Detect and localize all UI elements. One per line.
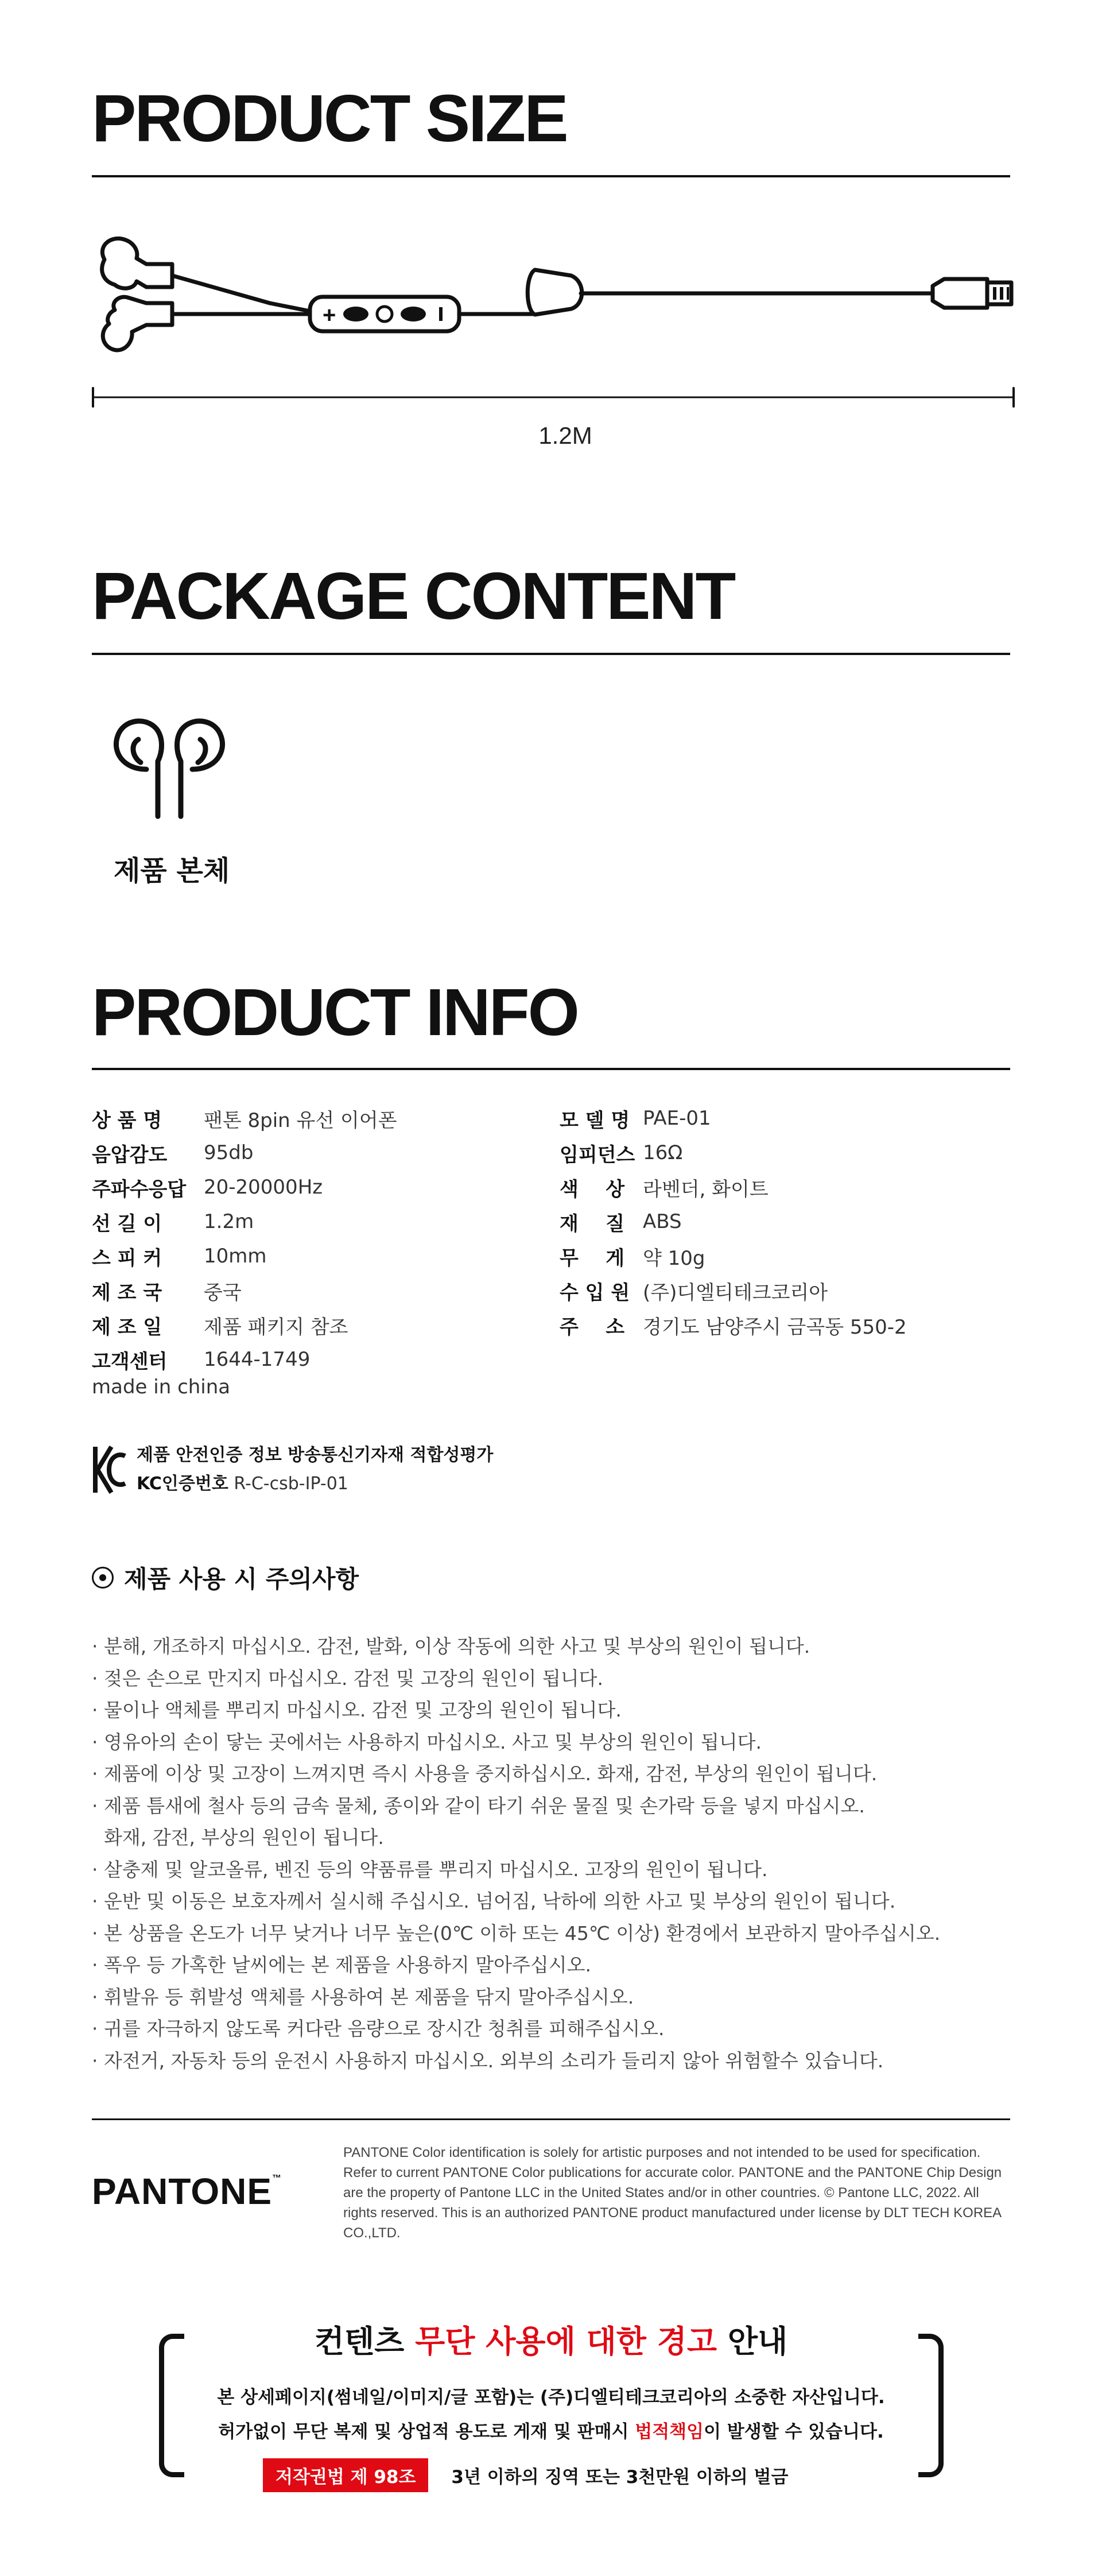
info-label: 선 길 이 bbox=[92, 1212, 162, 1235]
info-value: 중국 bbox=[204, 1281, 242, 1304]
info-row bbox=[92, 1101, 397, 1136]
info-label: 무 게 bbox=[560, 1246, 625, 1270]
info-row bbox=[92, 1136, 397, 1170]
info-value: 팬톤 8pin 유선 이어폰 bbox=[204, 1109, 397, 1132]
warning-line-2-pre: 허가없이 무단 복제 및 상업적 용도로 게재 및 판매시 bbox=[218, 2422, 635, 2442]
target-icon bbox=[92, 1567, 114, 1589]
caution-line: · 폭우 등 가혹한 날씨에는 본 제품을 사용하지 말아주십시오. bbox=[92, 1954, 591, 1976]
cable-splitter bbox=[527, 270, 582, 315]
warning-line-1: 본 상세페이지(썸네일/이미지/글 포함)는 (주)디엘티테크코리아의 소중한 자산입니다. bbox=[217, 2387, 885, 2408]
caution-line: · 분해, 개조하지 마십시오. 감전, 발화, 이상 작동에 의한 사고 및 부상의 원인이 됩니다. bbox=[92, 1635, 810, 1657]
product-info-title: PRODUCT INFO bbox=[92, 975, 578, 1049]
cable-length-label: 1.2M bbox=[538, 422, 592, 449]
info-value: 10mm bbox=[204, 1245, 267, 1268]
trademark-symbol: ™ bbox=[272, 2174, 282, 2183]
made-in-label: made in china bbox=[92, 1376, 231, 1399]
info-row bbox=[92, 1239, 397, 1273]
info-value: 제품 패키지 참조 bbox=[204, 1315, 348, 1339]
info-label: 색 상 bbox=[560, 1177, 625, 1201]
divider bbox=[92, 1068, 1010, 1070]
info-value: 1644-1749 bbox=[204, 1348, 311, 1371]
info-value: 라벤더, 화이트 bbox=[643, 1177, 769, 1201]
info-label: 임피던스 bbox=[560, 1143, 635, 1167]
caution-line: · 영유아의 손이 닿는 곳에서는 사용하지 마십시오. 사고 및 부상의 원인이 됩니다. bbox=[92, 1730, 762, 1753]
info-value: ABS bbox=[643, 1210, 682, 1233]
kc-mark-icon bbox=[92, 1444, 127, 1495]
info-label: 제 조 국 bbox=[92, 1281, 162, 1304]
info-value: (주)디엘티테크코리아 bbox=[643, 1281, 828, 1304]
info-row bbox=[560, 1170, 907, 1204]
info-label: 제 조 일 bbox=[92, 1315, 162, 1339]
warning-line-2-post: 이 발생할 수 있습니다. bbox=[704, 2422, 884, 2442]
info-value: 16Ω bbox=[643, 1141, 683, 1164]
caution-heading bbox=[92, 1560, 359, 1595]
info-value: 1.2m bbox=[204, 1210, 254, 1233]
info-row bbox=[560, 1136, 907, 1170]
copyright-law-notice bbox=[263, 2458, 788, 2492]
kc-number: R-C-csb-IP-01 bbox=[234, 1474, 348, 1494]
caution-line: 화재, 감전, 부상의 원인이 됩니다. bbox=[92, 1826, 384, 1849]
earbud-upper-icon bbox=[102, 238, 172, 288]
caution-line: · 귀를 자극하지 않도록 커다란 음량으로 장시간 청취를 피해주십시오. bbox=[92, 2017, 665, 2040]
pantone-logo-text: PANTONE bbox=[92, 2171, 272, 2212]
pantone-disclaimer: PANTONE Color identification is solely for artistic purposes and not intended to be used for specification. Refer to current PANTONE Color publications for accurate color. PANTONE and the PANTONE Chip Design are the property of Pantone LLC in the United States and/or in other countries. © Pantone LLC, 2022. All rights reserved. This is an authorized PANTONE product manufactured under license by DLT TECH KOREA CO.,LTD. bbox=[343, 2145, 1002, 2241]
svg-text:+: + bbox=[323, 303, 336, 328]
info-row bbox=[92, 1273, 397, 1308]
divider bbox=[92, 175, 1010, 177]
earphone-size-diagram bbox=[86, 218, 1027, 419]
earbud-lower-icon bbox=[103, 297, 172, 350]
info-row bbox=[92, 1342, 397, 1377]
info-row bbox=[560, 1308, 907, 1342]
penalty-text: 3년 이하의 징역 또는 3천만원 이하의 벌금 bbox=[451, 2467, 789, 2488]
earphones-icon bbox=[106, 706, 255, 821]
caution-title: 제품 사용 시 주의사항 bbox=[124, 1565, 359, 1593]
warning-title-pre: 컨텐츠 bbox=[314, 2323, 416, 2360]
pantone-logo bbox=[92, 2170, 282, 2213]
info-row bbox=[560, 1239, 907, 1273]
info-row bbox=[92, 1308, 397, 1342]
info-row bbox=[560, 1273, 907, 1308]
warning-title-post: 안내 bbox=[717, 2323, 788, 2360]
warning-line-2 bbox=[0, 2417, 1102, 2443]
warning-title-highlight: 무단 사용에 대한 경고 bbox=[415, 2323, 717, 2360]
info-label: 음압감도 bbox=[92, 1143, 168, 1167]
caution-line: · 젖은 손으로 만지지 마십시오. 감전 및 고장의 원인이 됩니다. bbox=[92, 1667, 603, 1690]
legal-liability-highlight: 법적책임 bbox=[635, 2422, 704, 2442]
caution-line: · 운반 및 이동은 보호자께서 실시해 주십시오. 넘어짐, 낙하에 의한 사고 및 부상의 원인이 됩니다. bbox=[92, 1890, 896, 1912]
info-value: 20-20000Hz bbox=[204, 1176, 323, 1199]
copyright-law-badge: 저작권법 제 98조 bbox=[263, 2458, 428, 2492]
divider bbox=[92, 653, 1010, 655]
info-label: 수 입 원 bbox=[560, 1281, 630, 1304]
package-item-label: 제품 본체 bbox=[114, 855, 230, 887]
kc-number-label: KC인증번호 bbox=[137, 1474, 228, 1494]
info-label: 주파수응답 bbox=[92, 1177, 187, 1201]
divider bbox=[92, 2118, 1010, 2120]
kc-certification bbox=[92, 1441, 493, 1498]
info-label: 주 소 bbox=[560, 1315, 625, 1339]
info-label: 재 질 bbox=[560, 1212, 625, 1235]
caution-line: · 제품 틈새에 철사 등의 금속 물체, 종이와 같이 타기 쉬운 물질 및 손가락 등을 넣지 마십시오. bbox=[92, 1794, 865, 1817]
info-row bbox=[92, 1170, 397, 1204]
caution-line: · 자전거, 자동차 등의 운전시 사용하지 마십시오. 외부의 소리가 들리지 않아 위험할수 있습니다. bbox=[92, 2049, 884, 2072]
info-value: 약 10g bbox=[643, 1246, 705, 1270]
info-label: 모 델 명 bbox=[560, 1109, 630, 1132]
info-value: PAE-01 bbox=[643, 1107, 711, 1130]
caution-line: · 휘발유 등 휘발성 액체를 사용하여 본 제품을 닦지 말아주십시오. bbox=[92, 1985, 634, 2008]
info-label: 고객센터 bbox=[92, 1350, 168, 1373]
caution-line: · 물이나 액체를 뿌리지 마십시오. 감전 및 고장의 원인이 됩니다. bbox=[92, 1699, 622, 1721]
info-row bbox=[92, 1204, 397, 1239]
caution-list bbox=[92, 1630, 1010, 2077]
info-row bbox=[560, 1101, 907, 1136]
package-content-title: PACKAGE CONTENT bbox=[92, 559, 735, 633]
warning-title bbox=[0, 2317, 1102, 2361]
info-row bbox=[560, 1204, 907, 1239]
info-label: 스 피 커 bbox=[92, 1246, 162, 1270]
caution-line: · 살충제 및 알코올류, 벤진 등의 약품류를 뿌리지 마십시오. 고장의 원인이 됩니다. bbox=[92, 1858, 768, 1881]
info-value: 경기도 남양주시 금곡동 550-2 bbox=[643, 1315, 907, 1339]
info-label: 상 품 명 bbox=[92, 1109, 162, 1132]
caution-line: · 본 상품을 온도가 너무 낮거나 너무 높은(0℃ 이하 또는 45℃ 이상) 환경에서 보관하지 말아주십시오. bbox=[92, 1922, 941, 1944]
info-table-left bbox=[92, 1101, 397, 1377]
caution-line: · 제품에 이상 및 고장이 느껴지면 즉시 사용을 중지하십시오. 화재, 감전, 부상의 원인이 됩니다. bbox=[92, 1762, 878, 1785]
product-size-title: PRODUCT SIZE bbox=[92, 81, 567, 156]
kc-info-line: 제품 안전인증 정보 방송통신기자재 적합성평가 bbox=[137, 1445, 494, 1465]
lightning-plug-icon bbox=[933, 279, 987, 308]
info-table-right bbox=[560, 1101, 907, 1342]
info-value: 95db bbox=[204, 1141, 254, 1164]
